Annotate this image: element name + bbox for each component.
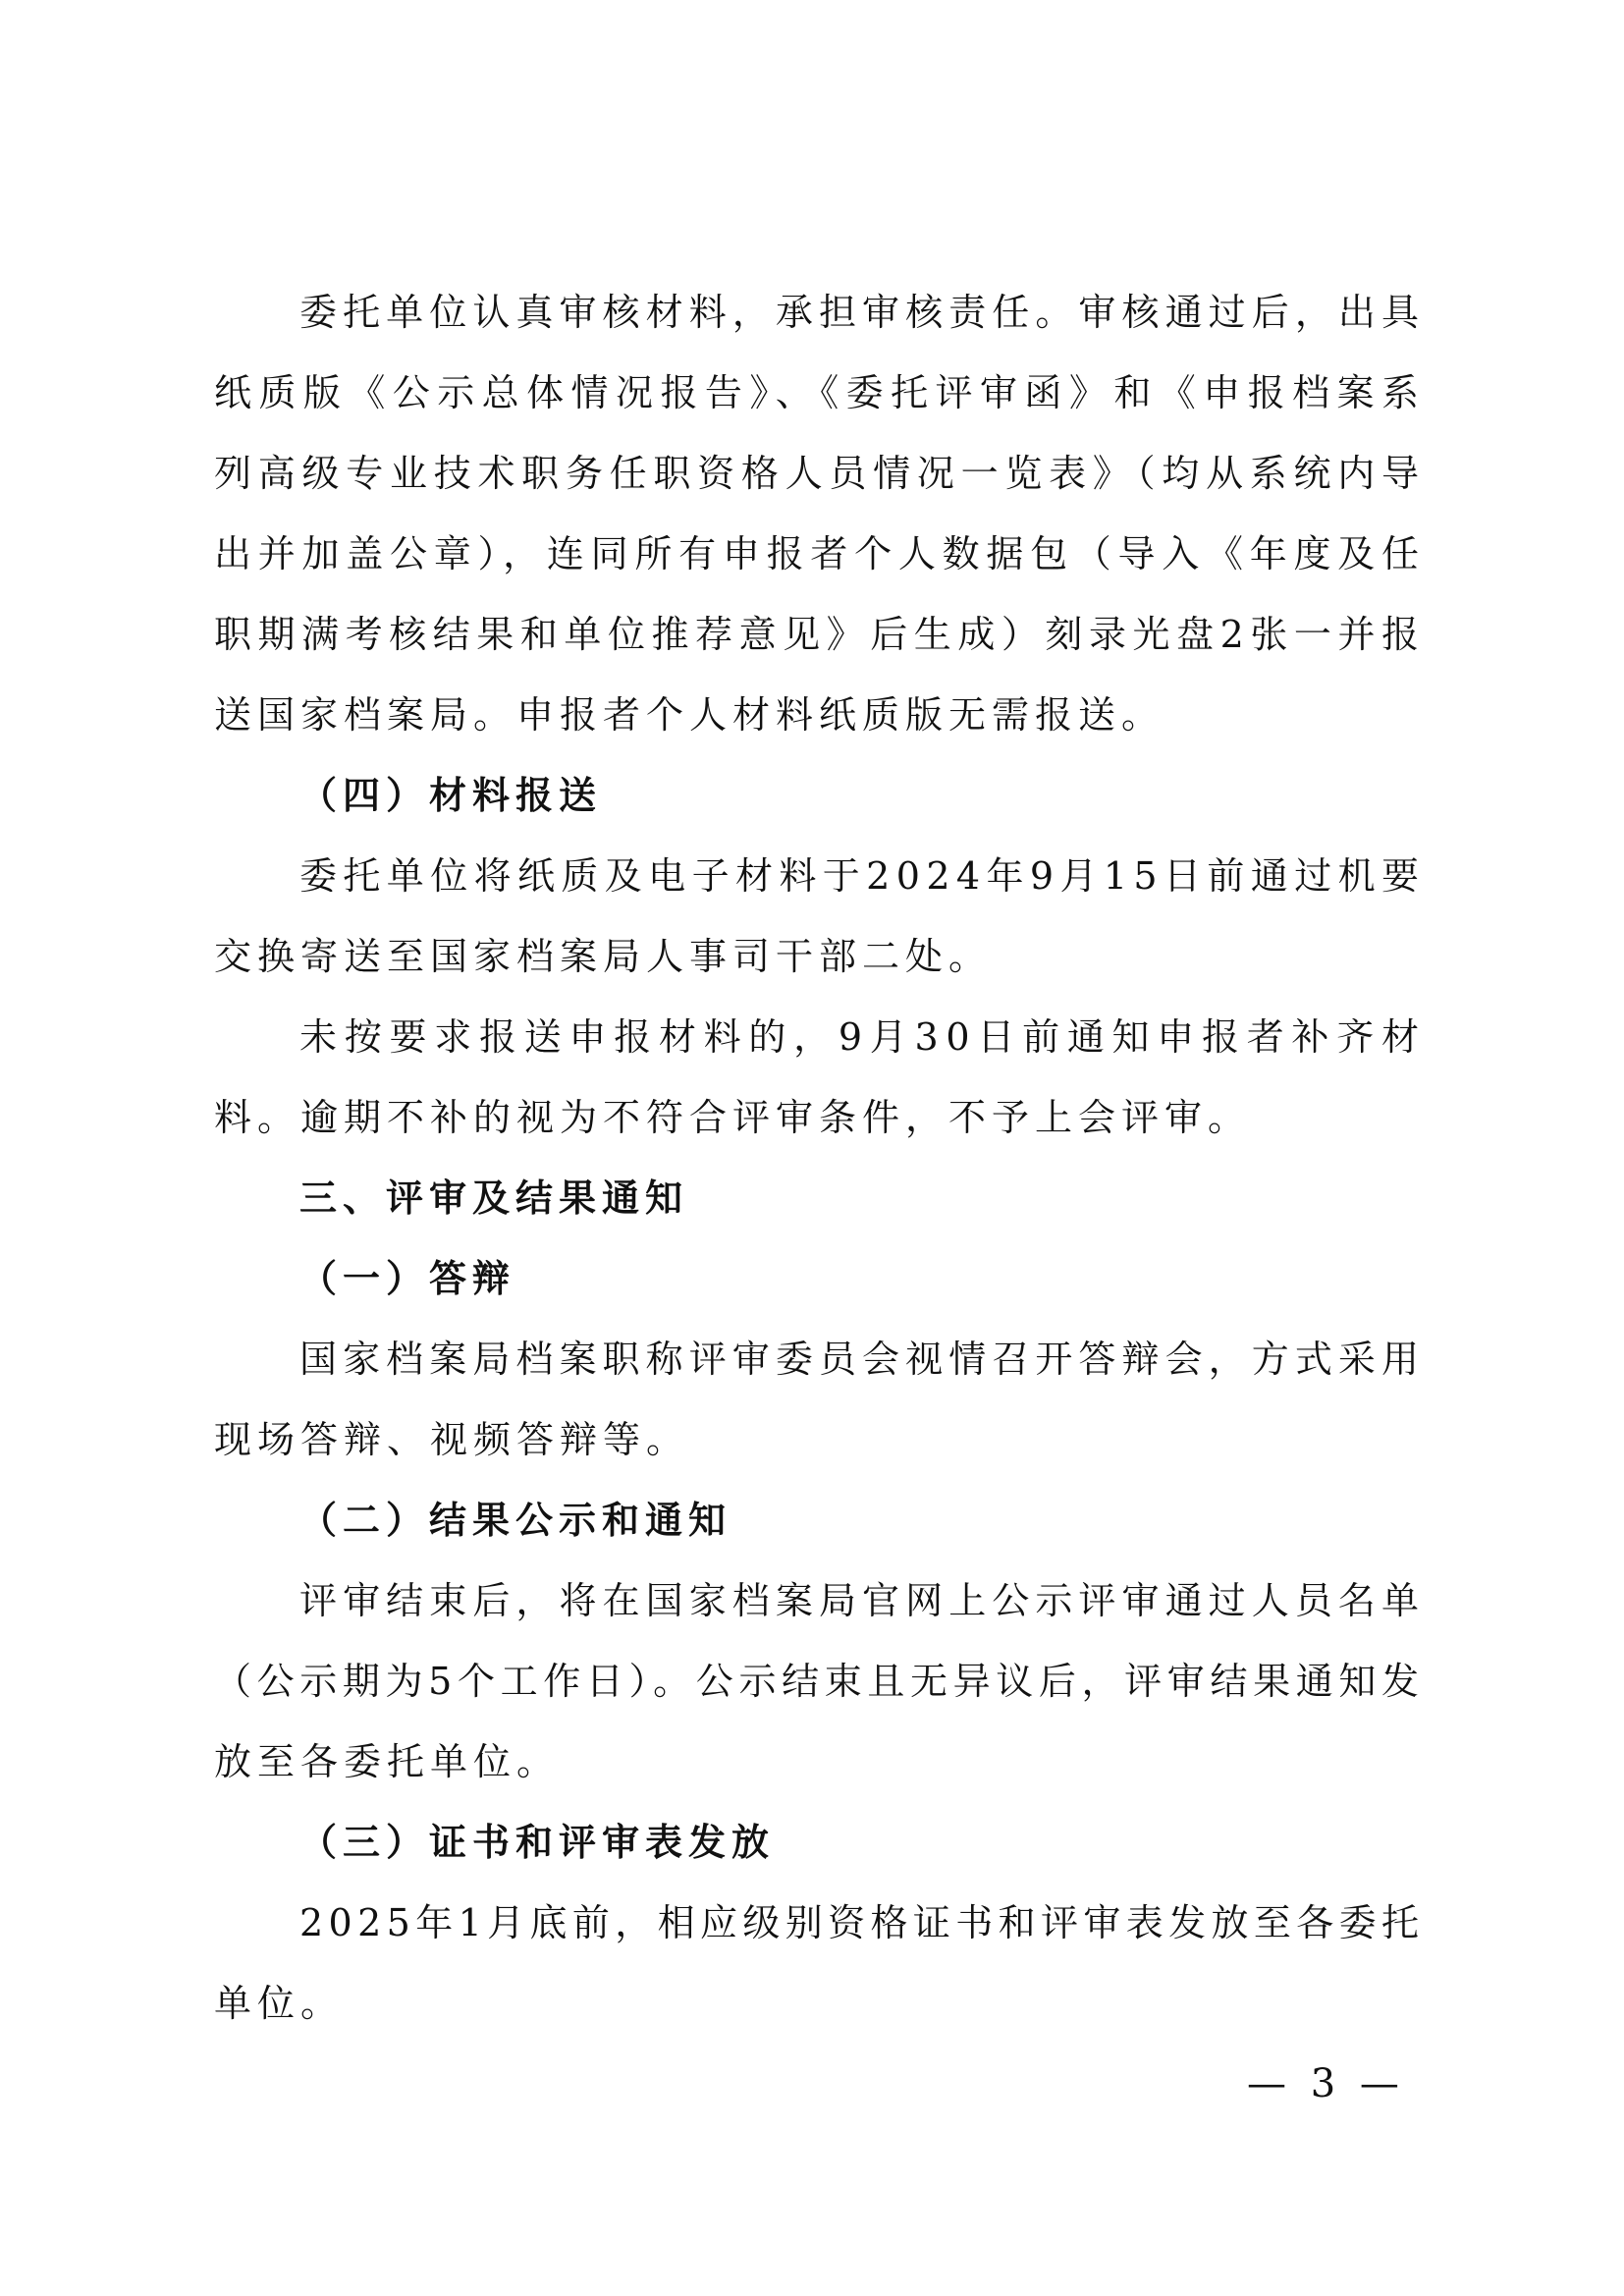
paragraph-line: [0, 363, 1624, 422]
page-number: — 3 —: [1247, 2061, 1405, 2106]
line-text: 列高级专业技术职务任职资格人员情况一览表》（均从系统内导: [214, 452, 1426, 495]
paragraph-line: [0, 1571, 1624, 1630]
paragraph-line: [0, 1088, 1624, 1147]
paragraph-line: [0, 1008, 1624, 1066]
heading-text: （四）材料报送: [299, 773, 603, 817]
line-text: 2025年1月底前，相应级别资格证书和评审表发放至各委托: [299, 1901, 1425, 1944]
section-heading: [0, 766, 1624, 825]
line-text: 职期满考核结果和单位推荐意见》后生成）刻录光盘2张一并报: [214, 613, 1426, 656]
paragraph-line: [0, 1410, 1624, 1469]
line-text: 现场答辩、视频答辩等。: [214, 1418, 690, 1461]
paragraph-line: [0, 1893, 1624, 1952]
section-heading: [0, 1169, 1624, 1228]
paragraph-line: [0, 1652, 1624, 1711]
line-text: 放至各委托单位。: [214, 1740, 561, 1783]
line-text: 国家档案局档案职称评审委员会视情召开答辩会，方式采用: [299, 1338, 1426, 1381]
paragraph-line: [0, 605, 1624, 664]
paragraph-line: [0, 1974, 1624, 2033]
heading-text: 三、评审及结果通知: [299, 1175, 689, 1220]
heading-text: （三）证书和评审表发放: [299, 1820, 776, 1864]
paragraph-line: [0, 685, 1624, 744]
line-text: 纸质版《公示总体情况报告》、《委托评审函》和《申报档案系: [214, 371, 1427, 414]
line-text: 评审结束后，将在国家档案局官网上公示评审通过人员名单: [299, 1579, 1426, 1622]
subsection-heading: [0, 1813, 1624, 1872]
line-text: 交换寄送至国家档案局人事司干部二处。: [214, 935, 993, 978]
heading-text: （一）答辩: [299, 1256, 516, 1300]
line-text: 委托单位认真审核材料，承担审核责任。审核通过后，出具: [299, 291, 1426, 334]
line-text: 料。逾期不补的视为不符合评审条件，不予上会评审。: [214, 1096, 1252, 1139]
paragraph-line: [0, 283, 1624, 342]
line-text: 出并加盖公章），连同所有申报者个人数据包（导入《年度及任: [214, 532, 1426, 575]
line-text: 委托单位将纸质及电子材料于2024年9月15日前通过机要: [299, 854, 1426, 898]
line-text: 未按要求报送申报材料的，9月30日前通知申报者补齐材: [299, 1015, 1427, 1059]
paragraph-line: [0, 1732, 1624, 1791]
line-text: 送国家档案局。申报者个人材料纸质版无需报送。: [214, 693, 1165, 737]
heading-text: （二）结果公示和通知: [299, 1498, 732, 1542]
subsection-heading: [0, 1249, 1624, 1308]
line-text: （公示期为5个工作日）。公示结束且无异议后，评审结果通知发: [214, 1660, 1425, 1703]
subsection-heading: [0, 1491, 1624, 1550]
paragraph-line: [0, 847, 1624, 905]
paragraph-line: [0, 1330, 1624, 1389]
paragraph-line: [0, 927, 1624, 986]
paragraph-line: [0, 444, 1624, 503]
paragraph-line: [0, 524, 1624, 583]
line-text: 单位。: [214, 1982, 345, 2025]
